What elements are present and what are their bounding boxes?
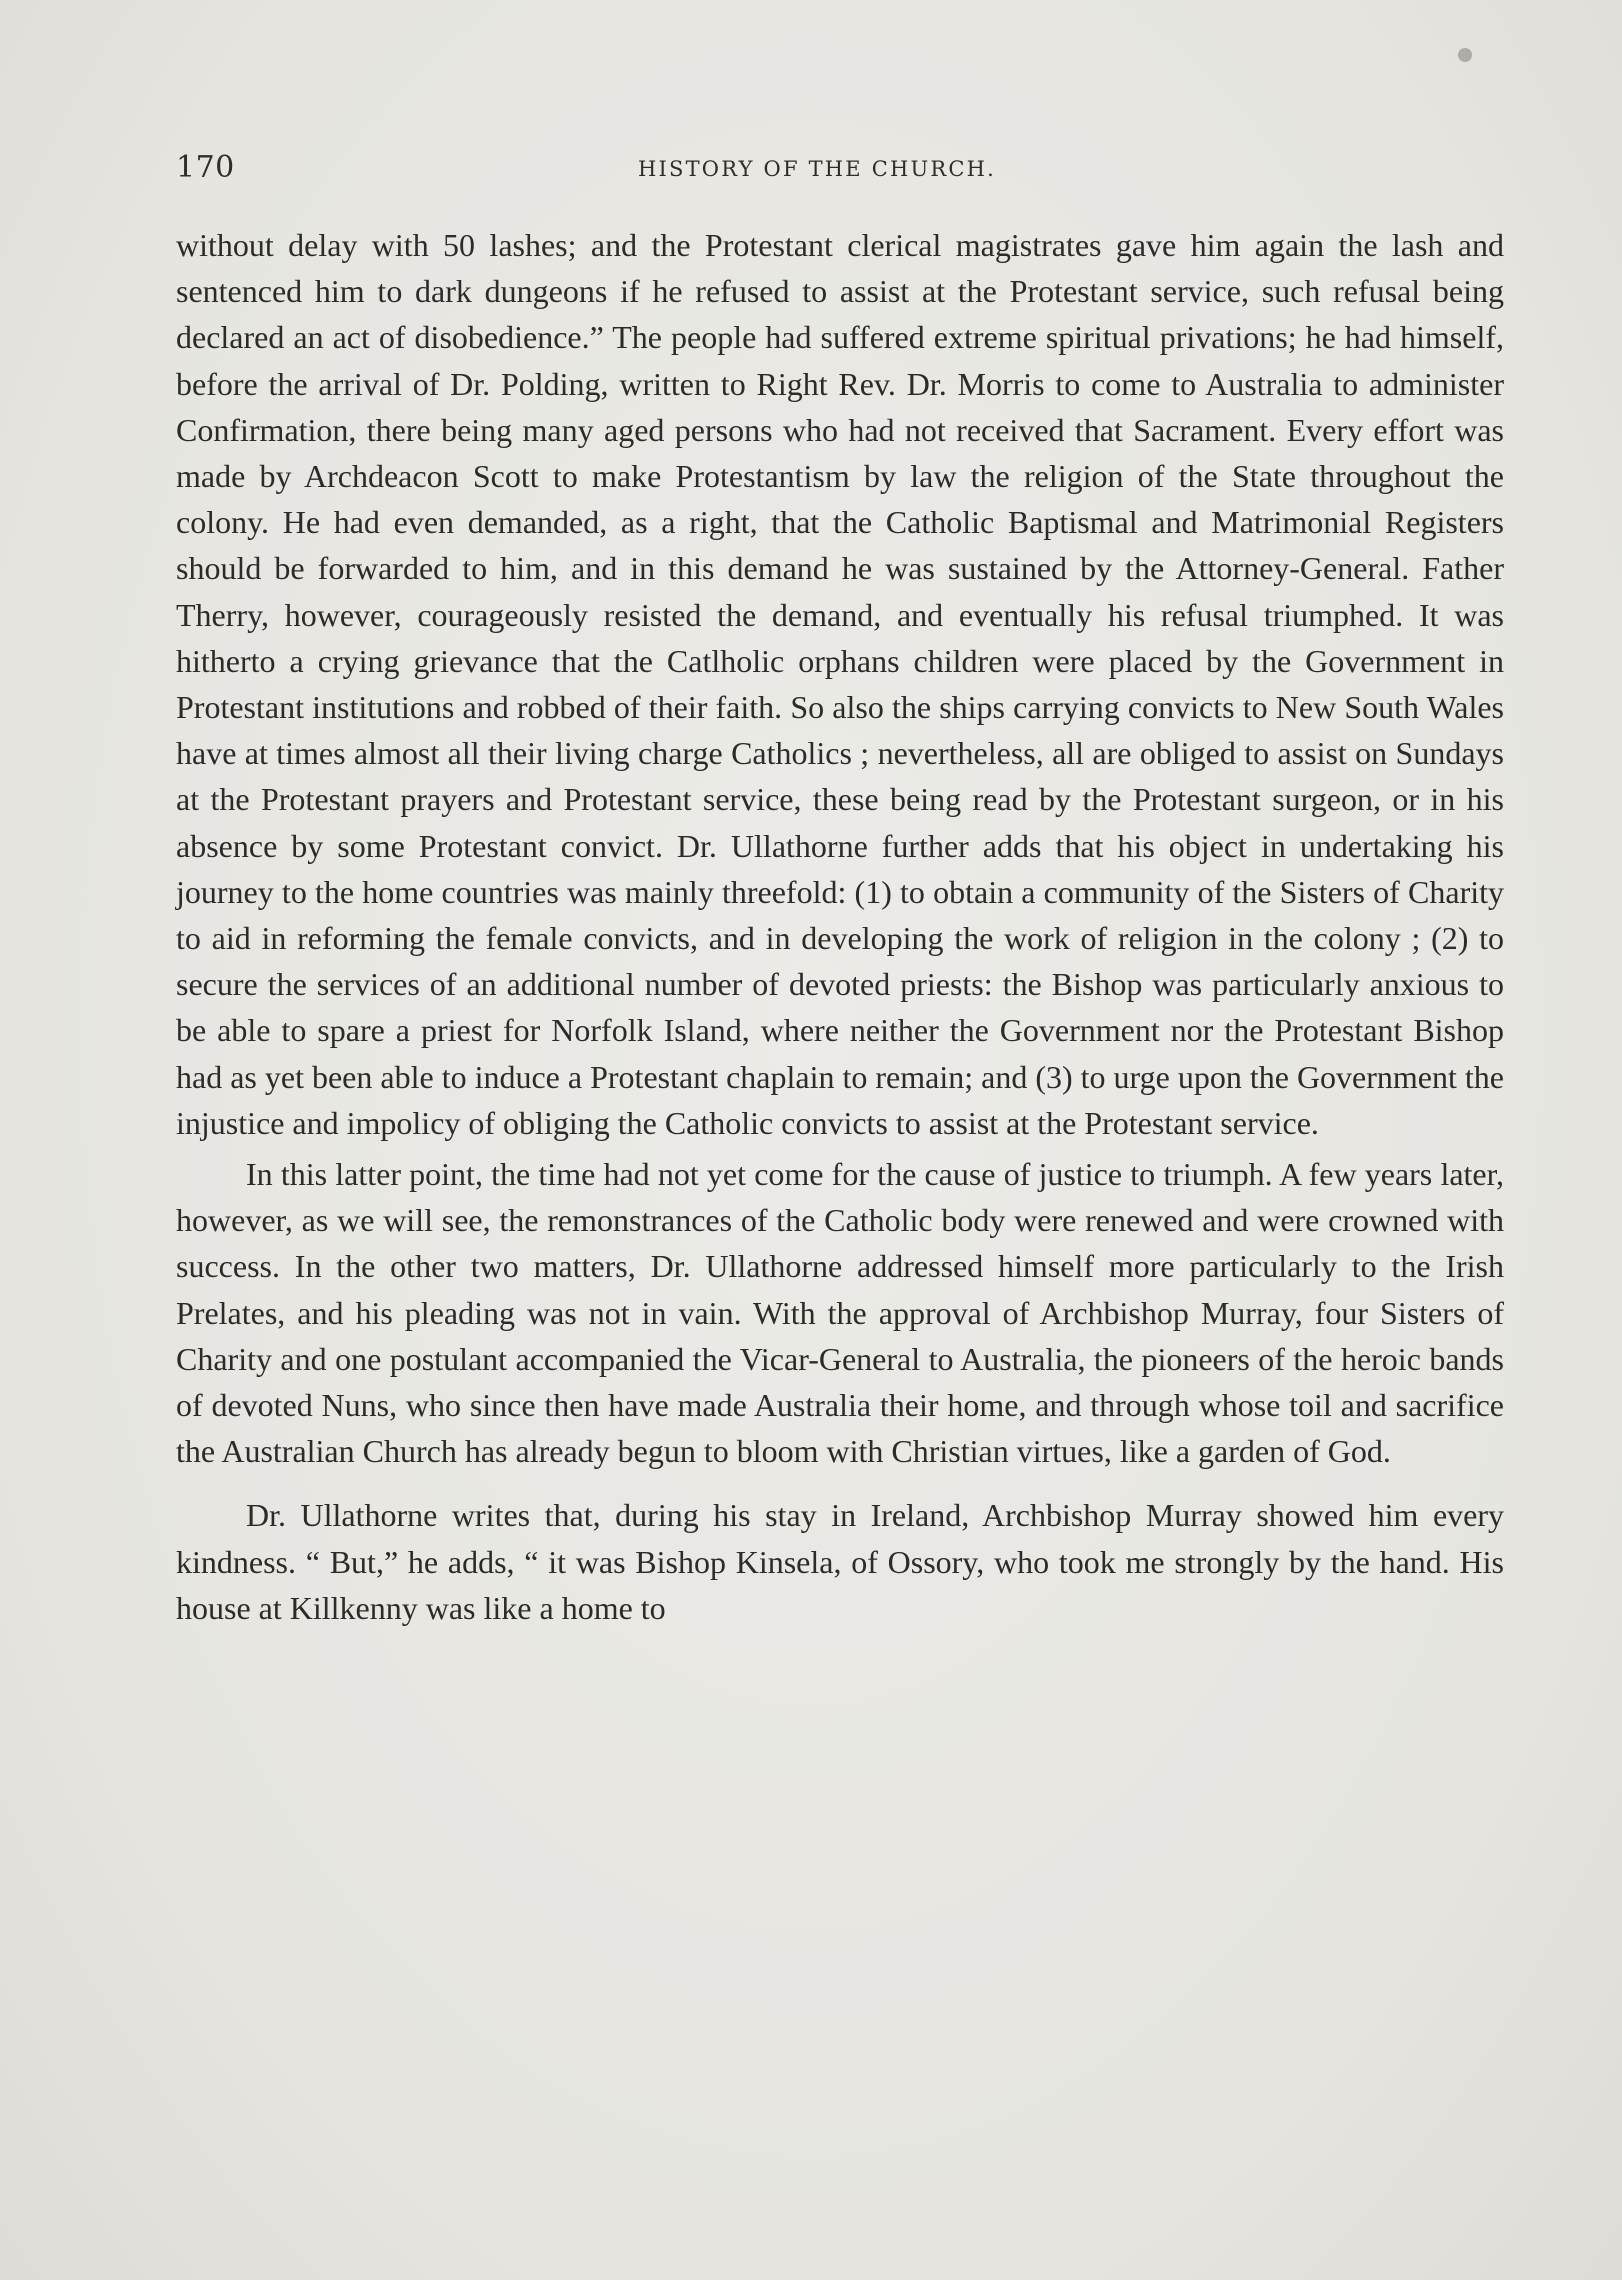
paper-speck <box>1458 48 1472 62</box>
paragraph-ullathorne-ireland: Dr. Ullathorne writes that, during his stay in Ireland, Archbishop Murray showed him every kindness. “ But,” he adds, “ it was Bishop Kinsela, of Ossory, who took me strongly by the hand. His house at Killkenny was like a home to <box>176 1497 1504 1626</box>
body-text <box>176 222 1504 1631</box>
running-head-title: HISTORY OF THE CHURCH. <box>638 157 997 181</box>
paragraph-continued: without delay with 50 lashes; and the Protestant clerical magistrates gave him again the lash and sentenced him to dark dungeons if he refused to assist at the Protestant service, such refusal being declared an act of disobedience.” The people had suffered extreme spiritual privations; he had himself, before the arrival of Dr. Polding, written to Right Rev. Dr. Morris to come to Australia to administer Confirmation, there being many aged persons who had not received that Sacrament. Every effort was made by Archdeacon Scott to make Protestantism by law the religion of the State throughout the colony. He had even demanded, as a right, that the Catholic Baptismal and Matrimonial Registers should be forwarded to him, and in this demand he was sustained by the Attorney-General. Father Therry, however, courageously resisted the demand, and eventually his refusal triumphed. It was hitherto a crying grievance that the Catlholic orphans children were placed by the Government in Protestant institutions and robbed of their faith. So also the ships carrying convicts to New South Wales have at times almost all their living charge Catholics ; nevertheless, all are obliged to assist on Sundays at the Protestant prayers and Protestant service, these being read by the Protestant surgeon, or in his absence by some Protestant convict. Dr. Ullathorne further adds that his object in undertaking his journey to the home countries was mainly threefold: (1) to obtain a community of the Sisters of Charity to aid in reforming the female convicts, and in developing the work of religion in the colony ; (2) to secure the services of an additional number of devoted priests: the Bishop was particularly anxious to be able to spare a priest for Norfolk Island, where neither the Government nor the Protestant Bishop had as yet been able to induce a Protestant chaplain to remain; and (3) to urge upon the Government the injustice and impolicy of obliging the Catholic convicts to assist at the Protestant service. <box>176 227 1504 1141</box>
page-number: 170 <box>176 150 235 185</box>
running-head <box>176 150 1506 194</box>
paragraph-latter-point: In this latter point, the time had not yet come for the cause of justice to triumph. A few years later, however, as we will see, the remonstrances of the Catholic body were renewed and were crowned with success. In the other two matters, Dr. Ullathorne addressed himself more particularly to the Irish Prelates, and his pleading was not in vain. With the approval of Archbishop Murray, four Sisters of Charity and one postulant accompanied the Vicar-General to Australia, the pioneers of the heroic bands of devoted Nuns, who since then have made Australia their home, and through whose toil and sacrifice the Australian Church has already begun to bloom with Christian virtues, like a garden of God. <box>176 1156 1504 1470</box>
